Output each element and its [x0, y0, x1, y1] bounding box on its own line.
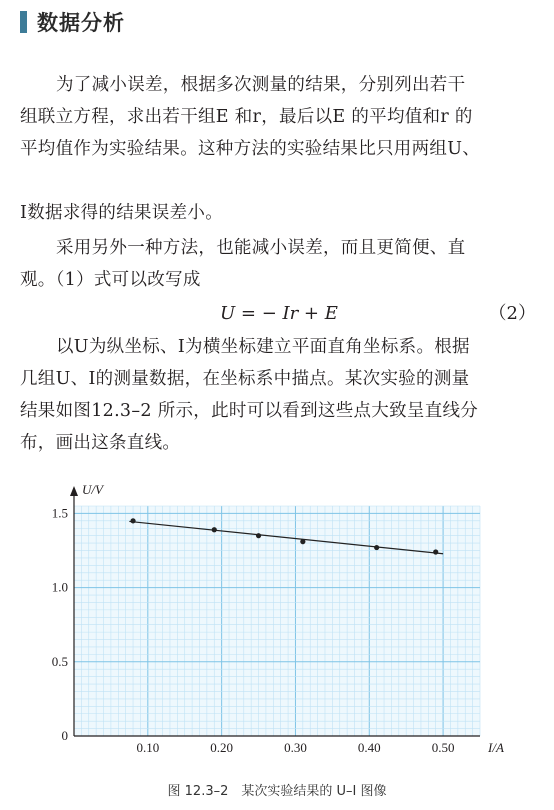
x-tick-label: 0.50: [431, 740, 455, 755]
x-tick-label: 0.30: [284, 740, 307, 755]
data-point: [212, 527, 217, 532]
u-i-chart: [40, 478, 520, 768]
paragraph-line: I数据求得的结果误差小。: [20, 203, 224, 223]
y-tick-label: 1.5: [51, 505, 68, 521]
x-axis-label: I/A: [488, 740, 504, 755]
paragraph-line: 观。（1）式可以改写成: [20, 270, 201, 290]
paragraph-line: 以U为纵坐标、I为横坐标建立平面直角坐标系。根据: [56, 337, 470, 357]
paragraph-line: 组联立方程，求出若干组E 和r，最后以E 的平均值和r 的: [20, 107, 473, 127]
data-point: [130, 518, 135, 523]
paragraph-line: 为了减小误差，根据多次测量的结果，分别列出若干: [56, 75, 466, 95]
data-point: [300, 539, 305, 544]
figure-caption: 图 12.3–2 某次实验结果的 U–I 图像: [167, 784, 387, 799]
section-marker: [20, 11, 27, 33]
x-tick-label: 0.20: [210, 740, 234, 755]
paragraph-line: 几组U、I的测量数据，在坐标系中描点。某次实验的测量: [20, 369, 470, 389]
equation-row: [20, 298, 536, 330]
x-tick-label: 0.10: [136, 740, 160, 755]
y-axis-label: U/V: [82, 482, 103, 497]
data-point: [256, 533, 261, 538]
equation-number: （2）: [488, 303, 536, 324]
paragraph-3: [20, 331, 536, 459]
plot-background: [74, 506, 480, 736]
section-title: 数据分析: [37, 11, 125, 35]
y-tick-label: 0.5: [51, 653, 68, 669]
paragraph-line: 采用另外一种方法，也能减小误差，而且更简便、直: [56, 238, 466, 258]
paragraph-2: [20, 232, 536, 296]
paragraph-line: 布，画出这条直线。: [20, 433, 181, 453]
section-header: [20, 8, 125, 36]
y-axis-arrow: [70, 486, 78, 496]
y-tick-label: 1.0: [51, 579, 68, 595]
equation: U = − Ir + E: [220, 303, 338, 324]
y-tick-label: 0: [61, 728, 68, 743]
paragraph-line: 结果如图12.3–2 所示，此时可以看到这些点大致呈直线分: [20, 401, 479, 421]
paragraph-1-end: [20, 197, 536, 229]
data-point: [433, 549, 438, 554]
data-point: [374, 545, 379, 550]
paragraph-1: [20, 69, 536, 165]
paragraph-line: 平均值作为实验结果。这种方法的实验结果比只用两组U、: [20, 139, 481, 159]
x-tick-label: 0.40: [357, 740, 381, 755]
